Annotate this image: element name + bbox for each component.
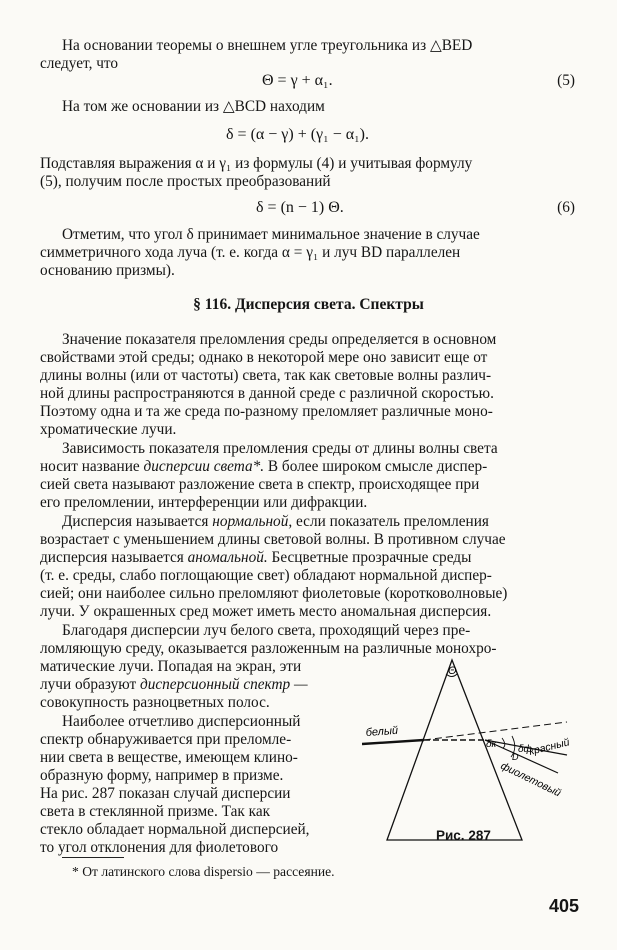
- text-line: спектр обнаруживается при преломле-: [40, 731, 292, 748]
- text-line: следует, что: [40, 55, 119, 72]
- text-line: совокупность разноцветных полос.: [40, 694, 270, 711]
- text-line: [62, 513, 575, 531]
- delta-red-label: δк: [486, 739, 497, 750]
- text-run: Дисперсия называется: [62, 513, 209, 530]
- text-line: На рис. 287 показан случай дисперсии: [40, 785, 291, 802]
- text-line: свойствами этой среды; однако в некоторой мере оно зависит еще от: [40, 349, 488, 366]
- text-line: Зависимость показателя преломления среды от длины волны света: [62, 440, 498, 457]
- text-line: На том же основании из △BCD находим: [62, 98, 325, 115]
- text-line: (5), получим после простых преобразований: [40, 173, 331, 190]
- text-run: носит название: [40, 458, 140, 475]
- text-line: [40, 549, 575, 567]
- text-line: его преломлении, интерференции или дифракции.: [40, 494, 368, 511]
- italic-term: дисперсии света*.: [143, 458, 265, 475]
- text-line: Наиболее отчетливо дисперсионный: [62, 713, 301, 730]
- text-run: Бесцветные прозрачные среды: [271, 549, 472, 566]
- text-line: [40, 676, 308, 694]
- text-line: света в стеклянной призме. Так как: [40, 803, 271, 820]
- page-number: 405: [548, 896, 579, 916]
- prism-figure: [362, 652, 584, 842]
- text-line: ной длины распространяются в данной среде с различной скоростью.: [40, 385, 494, 402]
- formula-delta: δ = (α − γ) + (γ₁ − α₁).: [226, 126, 370, 143]
- text-line: симметричного хода луча (т. е. когда α = γ₁ и луч BD параллелен: [40, 244, 461, 261]
- text-line: сией света называют разложение света в спектр, происходящее при: [40, 476, 480, 493]
- text-line: длины волны (или от частоты) света, так как световые волны различ-: [40, 367, 492, 384]
- apex-angle-label: Θ: [448, 665, 457, 677]
- italic-term: аномальной.: [187, 549, 268, 566]
- text-line: ломляющую среду, оказывается разложенным на различные монохро-: [40, 640, 497, 657]
- ray-extension: [424, 722, 567, 740]
- violet-label: фиолетовый: [498, 759, 563, 800]
- footnote: * От латинского слова dispersio — рассеяние.: [72, 864, 335, 879]
- text-run: если показатель преломления: [296, 513, 489, 530]
- text-run: дисперсия называется: [40, 549, 184, 566]
- text-line: На основании теоремы о внешнем угле треугольника из △BED: [62, 37, 473, 54]
- text-line: матические лучи. Попадая на экран, эти: [40, 658, 302, 675]
- text-line: стекло обладает нормальной дисперсией,: [40, 821, 310, 838]
- white-ray: [362, 740, 424, 744]
- text-line: Поэтому одна и та же среда по-разному преломляет различные моно-: [40, 403, 493, 420]
- text-line: Подставляя выражения α и γ₁ из формулы (4) и учитывая формулу: [40, 155, 473, 172]
- footnote-rule: [62, 857, 124, 858]
- text-line: основанию призмы).: [40, 262, 175, 279]
- equation-number: (5): [557, 72, 575, 89]
- text-run: В более широком смысле диспер-: [267, 458, 488, 475]
- text-line: возрастает с уменьшением длины световой волны. В противном случае: [40, 531, 506, 548]
- text-line: [40, 458, 575, 476]
- text-line: Отметим, что угол δ принимает минимальное значение в случае: [62, 226, 480, 243]
- equation-number: (6): [557, 199, 575, 216]
- white-label: белый: [365, 724, 399, 739]
- formula-6: δ = (n − 1) Θ.: [256, 199, 344, 216]
- text-line: Благодаря дисперсии луч белого света, проходящий через пре-: [62, 622, 471, 639]
- text-line: сией; они наиболее сильно преломляют фиолетовые (коротковолновые): [40, 585, 508, 602]
- italic-term: нормальной,: [212, 513, 293, 530]
- text-line: (т. е. среды, слабо поглощающие свет) обладают нормальной диспер-: [40, 567, 492, 584]
- prism-outline: [387, 660, 522, 840]
- formula-5: Θ = γ + α₁.: [262, 72, 333, 89]
- text-line: Значение показателя преломления среды определяется в основном: [62, 331, 497, 348]
- italic-term: дисперсионный спектр —: [139, 676, 308, 693]
- text-line: то угол отклонения для фиолетового: [40, 839, 279, 856]
- text-line: хроматические лучи.: [40, 421, 177, 438]
- text-line: нии света в веществе, имеющем клино-: [40, 749, 298, 766]
- delta-violet-label: δф: [518, 744, 532, 755]
- text-line: образную форму, например в призме.: [40, 767, 284, 784]
- section-heading: § 116. Дисперсия света. Спектры: [193, 296, 424, 313]
- figure-caption: Рис. 287: [436, 828, 491, 843]
- text-line: лучи. У окрашенных сред может иметь место аномальная дисперсия.: [40, 603, 492, 620]
- text-run: лучи образуют: [40, 676, 137, 693]
- point-d-label: D: [512, 752, 519, 762]
- red-label: красный: [527, 736, 571, 758]
